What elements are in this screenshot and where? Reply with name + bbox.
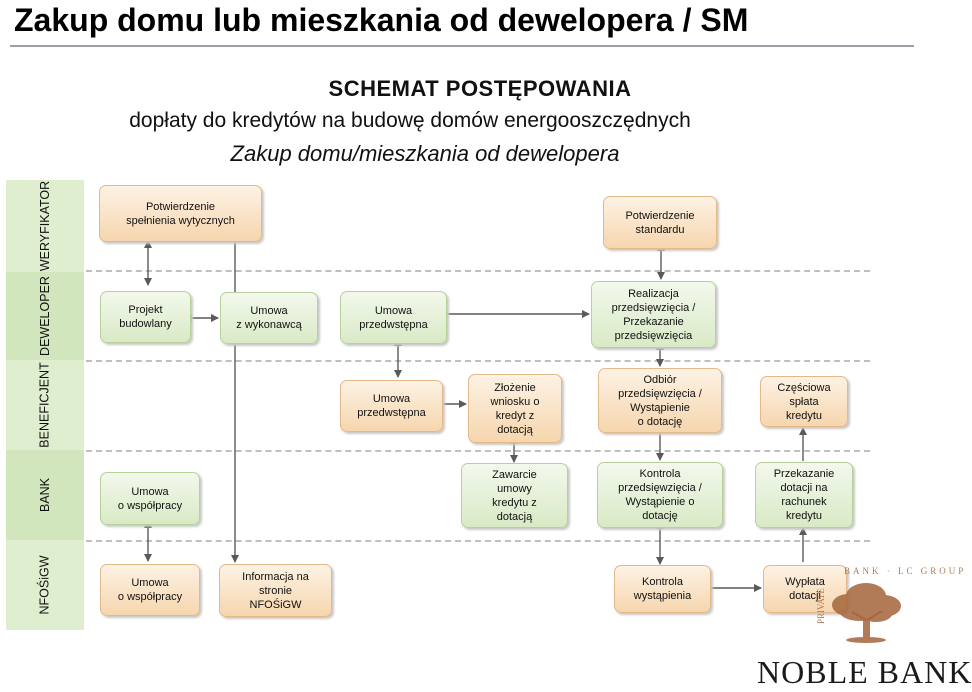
lane-label-bank: BANK xyxy=(37,477,52,513)
box-projekt-budowlany: Projekt budowlany xyxy=(100,291,191,343)
box-odbior-przedsiewziecia: Odbiór przedsięwzięcia / Wystąpienie o dotację xyxy=(598,368,722,433)
box-umowa-o-wspolpracy-bank: Umowa o współpracy xyxy=(100,472,200,525)
diagram-heading: SCHEMAT POSTĘPOWANIA xyxy=(328,76,632,101)
diagram-subtitle: Zakup domu/mieszkania od dewelopera xyxy=(230,141,620,166)
lane-label-weryfikator: WERYFIKATOR xyxy=(38,180,53,272)
box-umowa-przedwstepna-deweloper: Umowa przedwstępna xyxy=(340,291,447,344)
box-zawarcie-umowy: Zawarcie umowy kredytu z dotacją xyxy=(461,463,568,528)
noble-bank-logo: NOBLE BANK xyxy=(757,654,972,690)
svg-text:BANK · LC GROUP: BANK · LC GROUP xyxy=(844,566,967,576)
box-czesciowa-splata: Częściowa spłata kredytu xyxy=(760,376,848,427)
box-potwierdzenie-wytycznych: Potwierdzenie spełnienia wytycznych xyxy=(99,185,262,242)
box-kontrola-wystapienia: Kontrola wystąpienia xyxy=(614,565,711,613)
box-kontrola-przedsiewziecia: Kontrola przedsięwzięcia / Wystąpienie o dotację xyxy=(597,462,723,528)
box-potwierdzenie-standardu: Potwierdzenie standardu xyxy=(603,196,717,249)
box-zlozenie-wniosku: Złożenie wniosku o kredyt z dotacją xyxy=(468,374,562,443)
lane-label-nfosigw: NFOŚiGW xyxy=(38,555,52,615)
box-umowa-o-wspolpracy-nfos: Umowa o współpracy xyxy=(100,564,200,616)
diagram-subheading: dopłaty do kredytów na budowę domów energooszczędnych xyxy=(129,109,691,132)
box-umowa-z-wykonawca: Umowa z wykonawcą xyxy=(220,292,318,344)
box-informacja-nfosigw: Informacja na stronie NFOŚiGW xyxy=(219,564,332,617)
box-wyplata-dotacji: Wypłata dotacji xyxy=(763,565,847,613)
box-przekazanie-dotacji: Przekazanie dotacji na rachunek kredytu xyxy=(755,462,853,528)
lane-label-deweloper: DEWELOPER xyxy=(38,276,53,356)
tree-seal-logo xyxy=(800,560,967,655)
box-umowa-przedwstepna-beneficjent: Umowa przedwstępna xyxy=(340,380,443,432)
page-title: Zakup domu lub mieszkania od dewelopera / SM xyxy=(14,2,749,38)
svg-text:PRIVATE: PRIVATE xyxy=(816,588,826,624)
lane-label-beneficjent: BENEFICJENT xyxy=(38,362,52,448)
box-realizacja-przedsiewziecia: Realizacja przedsięwzięcia / Przekazanie przedsięwzięcia xyxy=(591,281,716,348)
